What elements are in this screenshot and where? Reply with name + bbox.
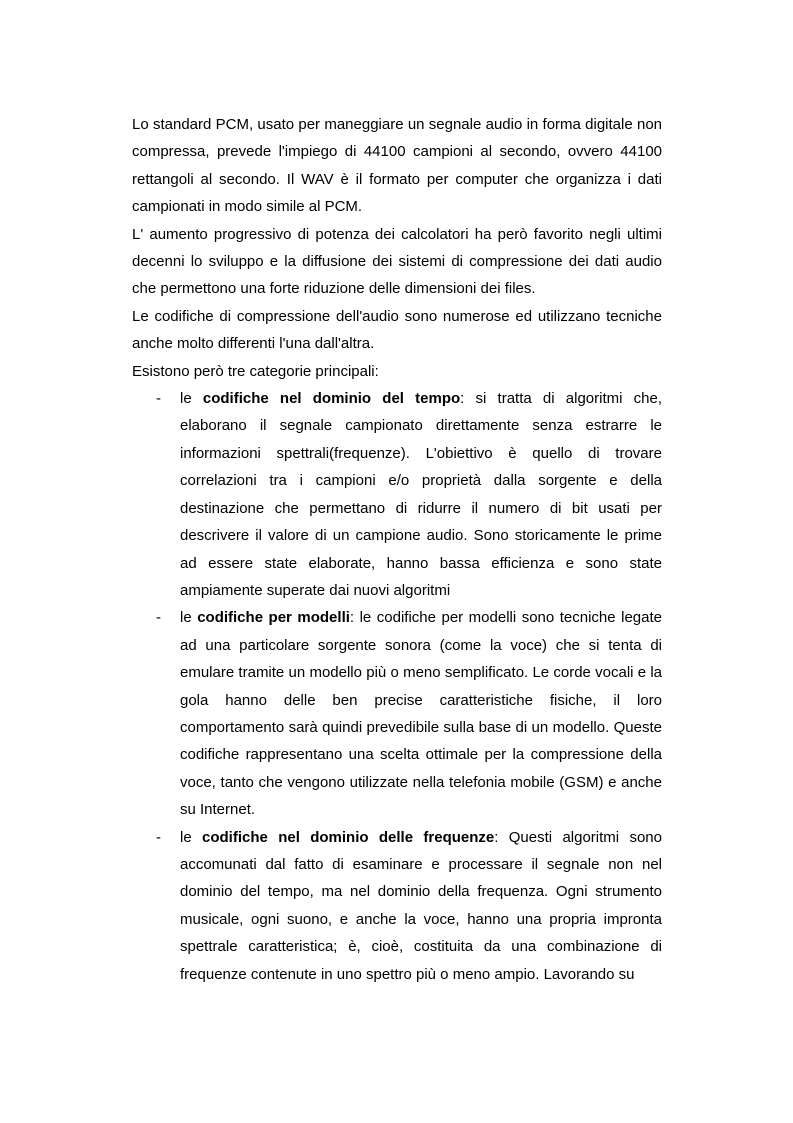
paragraph-compression-growth: L' aumento progressivo di potenza dei calcolatori ha però favorito negli ultimi decenni lo sviluppo e la diffusione dei sistemi di compressione dei dati audio che permettono una forte riduzione delle dimensioni dei files.: [132, 225, 662, 298]
list-item-term: codifiche per modelli: [197, 609, 350, 627]
list-item-term: codifiche nel dominio del tempo: [202, 390, 461, 408]
categories-list: [132, 385, 662, 988]
paragraph-codecs: Le codifiche di compressione dell'audio sono numerose ed utilizzano tecniche anche molto differenti l'una dall'altra.: [132, 307, 662, 353]
list-item-text: : si tratta di algoritmi che, elaborano il segnale campionato direttamente senza estrarre le informazioni spettrali(frequenze). L'obiettivo è quello di trovare correlazioni tra i campioni e/o proprietà dalla sorgente e della destinazione che permettano di ridurre il numero di bit usati per descrivere il valore di un campione audio. Sono storicamente le prime ad essere state elaborate, hanno bassa efficienza e sono state ampiamente superate dai nuovi algoritmi: [180, 390, 663, 599]
dash-bullet-icon: -: [156, 828, 161, 846]
list-item-prefix: le: [180, 828, 203, 846]
list-item-prefix: le: [180, 390, 203, 408]
dash-bullet-icon: -: [156, 609, 161, 627]
paragraph-categories-intro: Esistono però tre categorie principali:: [132, 362, 379, 380]
list-item-prefix: le: [180, 609, 198, 627]
document-body: [132, 111, 662, 988]
paragraph-pcm: Lo standard PCM, usato per maneggiare un segnale audio in forma digitale non compressa, prevede l'impiego di 44100 campioni al secondo, ovvero 44100 rettangoli al secondo. Il WAV è il formato per computer che organizza i dati campionati in modo simile al PCM.: [132, 116, 662, 216]
list-item-term: codifiche nel dominio delle frequenze: [202, 828, 495, 846]
list-item-time-domain: [132, 385, 662, 604]
dash-bullet-icon: -: [156, 390, 161, 408]
list-item-frequency-domain: [132, 824, 662, 988]
list-item-text: : le codifiche per modelli sono tecniche legate ad una particolare sorgente sonora (come la voce) che si tenta di emulare tramite un modello più o meno semplificato. Le corde vocali e la gola hanno delle ben precise caratteristiche fisiche, il loro comportamento sarà quindi prevedibile sulla base di un modello. Queste codifiche rappresentano una scelta ottimale per la compressione della voce, tanto che vengono utilizzate nella telefonia mobile (GSM) e anche su Internet.: [180, 609, 662, 819]
list-item-models: [132, 604, 662, 823]
list-item-text: : Questi algoritmi sono accomunati dal fatto di esaminare e processare il segnale non nel dominio del tempo, ma nel dominio della frequenza. Ogni strumento musicale, ogni suono, e anche la voce, hanno una propria impronta spettrale caratteristica; è, cioè, costituita da una combinazione di frequenze contenute in uno spettro più o meno ampio. Lavorando su: [180, 828, 662, 983]
